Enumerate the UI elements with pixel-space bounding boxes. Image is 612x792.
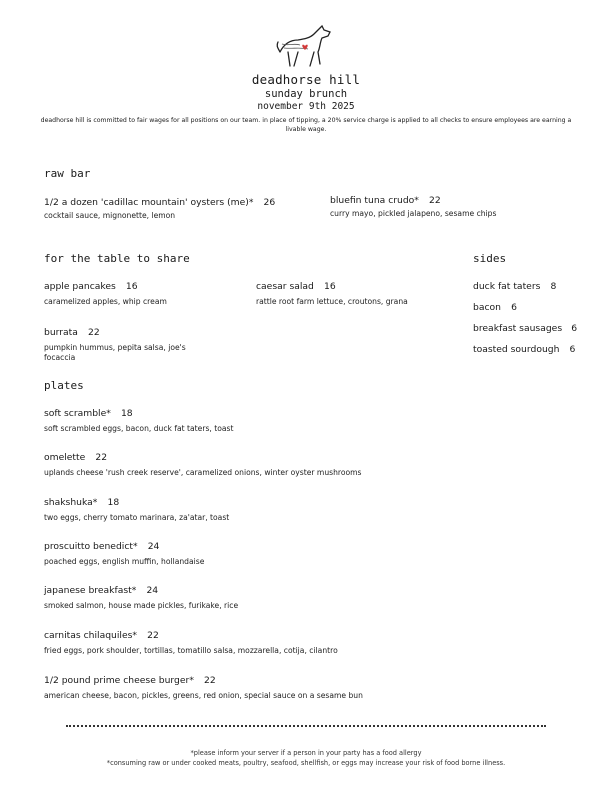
item-price: 22: [95, 452, 108, 463]
side-item: [473, 316, 577, 335]
item-price: 6: [569, 344, 576, 355]
item-name: japanese breakfast*: [44, 585, 137, 596]
item-price: 22: [147, 630, 159, 641]
item-description: pumpkin hummus, pepita salsa, joe's: [44, 343, 186, 352]
item-name: shakshuka*: [44, 497, 98, 508]
section-title-share: for the table to share: [44, 252, 190, 265]
item-description: fried eggs, pork shoulder, tortillas, tomatillo salsa, mozzarella, cotija, cilantro: [44, 646, 338, 655]
menu-subtitle: sunday brunch: [264, 88, 348, 100]
item-name: toasted sourdough: [473, 344, 560, 355]
item-description: rattle root farm lettuce, croutons, grana: [256, 297, 408, 306]
item-price: 16: [323, 281, 336, 292]
section-title-raw-bar: raw bar: [44, 167, 91, 180]
menu-item: [44, 534, 204, 567]
item-description: poached eggs, english muffin, hollandaise: [44, 557, 205, 566]
side-item: [473, 274, 556, 293]
item-description: cocktail sauce, mignonette, lemon: [44, 211, 176, 220]
menu-item: [44, 274, 167, 307]
horse-logo-icon: [274, 22, 338, 70]
item-price: 24: [147, 541, 160, 552]
allergy-note: *please inform your server if a person in your party has a food allergy: [190, 749, 422, 757]
item-price: 6: [571, 323, 578, 334]
item-name: 1/2 pound prime cheese burger*: [44, 675, 194, 686]
item-name: breakfast sausages: [473, 323, 563, 334]
item-price: 24: [146, 585, 159, 596]
menu-item: [44, 320, 186, 363]
item-price: 22: [204, 675, 216, 686]
restaurant-name: deadhorse hill: [251, 72, 361, 87]
item-price: 8: [550, 281, 557, 292]
item-name: duck fat taters: [473, 281, 541, 292]
menu-item: [44, 668, 363, 701]
menu-item: [44, 445, 362, 478]
menu-item: [256, 274, 408, 307]
item-price: 26: [263, 197, 276, 208]
item-price: 22: [428, 195, 441, 206]
menu-item: [44, 190, 275, 221]
item-description: focaccia: [44, 353, 76, 362]
item-name: bluefin tuna crudo*: [330, 195, 419, 206]
item-name: bacon: [473, 302, 501, 313]
side-item: [473, 337, 575, 356]
menu-item: [44, 623, 338, 656]
dotted-divider: [66, 725, 546, 727]
consumption-warning: *consuming raw or under cooked meats, poultry, seafood, shellfish, or eggs may increase your risk of food borne illness.: [106, 759, 506, 767]
item-name: apple pancakes: [44, 281, 116, 292]
item-name: burrata: [44, 327, 78, 338]
item-description: two eggs, cherry tomato marinara, za'atar, toast: [44, 513, 230, 522]
item-price: 18: [120, 408, 133, 419]
item-price: 18: [107, 497, 120, 508]
item-description: curry mayo, pickled jalapeno, sesame chips: [330, 209, 497, 218]
item-name: proscuitto benedict*: [44, 541, 138, 552]
menu-item: [44, 490, 229, 523]
item-name: carnitas chilaquiles*: [44, 630, 138, 641]
item-description: uplands cheese 'rush creek reserve', caramelized onions, winter oyster mushrooms: [44, 468, 362, 477]
section-title-plates: plates: [44, 379, 84, 392]
item-name: 1/2 a dozen 'cadillac mountain' oysters (me)*: [44, 197, 254, 208]
item-price: 22: [88, 327, 100, 338]
item-price: 6: [511, 302, 517, 313]
item-name: caesar salad: [256, 281, 314, 292]
item-description: caramelized apples, whip cream: [44, 297, 167, 306]
menu-item: [44, 401, 233, 434]
side-item: [473, 295, 517, 314]
wage-note: deadhorse hill is committed to fair wages for all positions on our team. in place of tipping, a 20% service charge is applied to all checks to ensure employees are earning a livable wage.: [40, 117, 572, 133]
item-description: soft scrambled eggs, bacon, duck fat taters, toast: [44, 424, 234, 433]
item-description: american cheese, bacon, pickles, greens, red onion, special sauce on a sesame bun: [44, 691, 363, 700]
item-name: soft scramble*: [44, 408, 111, 419]
menu-item: [330, 188, 496, 219]
section-title-sides: sides: [473, 252, 507, 265]
item-name: omelette: [44, 452, 86, 463]
menu-item: [44, 578, 238, 611]
menu-date: november 9th 2025: [257, 101, 355, 112]
item-description: smoked salmon, house made pickles, furikake, rice: [44, 601, 239, 610]
item-price: 16: [125, 281, 138, 292]
